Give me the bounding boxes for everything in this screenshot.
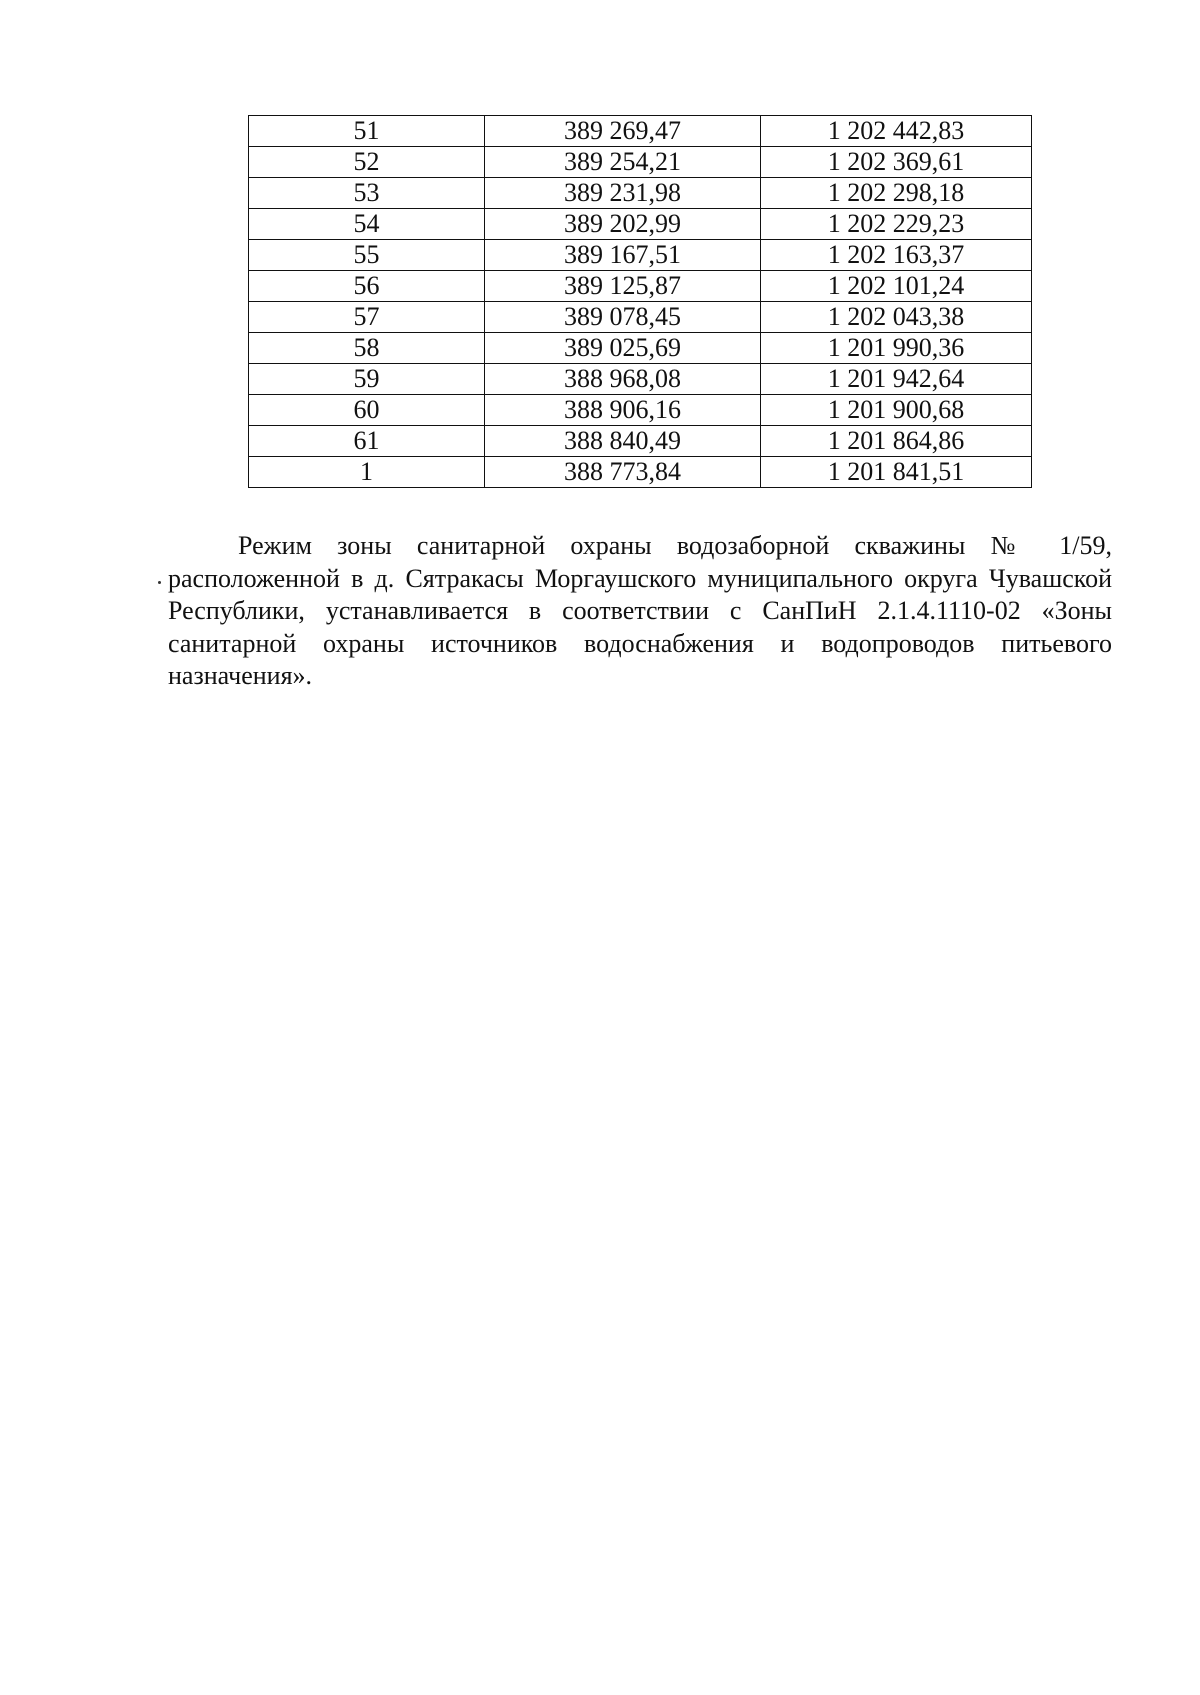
point-number-cell: 55 [249,240,485,271]
table-row [249,178,1032,209]
coordinates-table [248,115,1032,488]
table-row [249,426,1032,457]
point-number-cell: 58 [249,333,485,364]
table-row [249,240,1032,271]
x-coordinate-cell: 389 202,99 [485,209,761,240]
y-coordinate-cell: 1 202 163,37 [761,240,1032,271]
y-coordinate-cell: 1 201 900,68 [761,395,1032,426]
y-coordinate-cell: 1 202 043,38 [761,302,1032,333]
table-row [249,116,1032,147]
y-coordinate-cell: 1 201 942,64 [761,364,1032,395]
table-row [249,333,1032,364]
y-coordinate-cell: 1 201 841,51 [761,457,1032,488]
x-coordinate-cell: 388 773,84 [485,457,761,488]
point-number-cell: 59 [249,364,485,395]
x-coordinate-cell: 389 167,51 [485,240,761,271]
table-row [249,364,1032,395]
point-number-cell: 60 [249,395,485,426]
y-coordinate-cell: 1 202 442,83 [761,116,1032,147]
x-coordinate-cell: 389 254,21 [485,147,761,178]
point-number-cell: 53 [249,178,485,209]
point-number-cell: 61 [249,426,485,457]
point-number-cell: 51 [249,116,485,147]
y-coordinate-cell: 1 202 298,18 [761,178,1032,209]
coordinates-table-body [249,116,1032,488]
x-coordinate-cell: 388 906,16 [485,395,761,426]
y-coordinate-cell: 1 202 101,24 [761,271,1032,302]
x-coordinate-cell: 389 269,47 [485,116,761,147]
table-row [249,271,1032,302]
body-paragraph: Режим зоны санитарной охраны водозаборной скважины № 1/59, расположенной в д. Сятракасы Моргаушского муниципального округа Чувашской Республики, устанавливается в соответствии с СанПиН 2.1.4.1110-02 «Зоны санитарной охраны источников водоснабжения и водопроводов питьевого назначения». [168,531,1112,690]
y-coordinate-cell: 1 201 990,36 [761,333,1032,364]
y-coordinate-cell: 1 202 229,23 [761,209,1032,240]
point-number-cell: 54 [249,209,485,240]
table-row [249,209,1032,240]
x-coordinate-cell: 389 025,69 [485,333,761,364]
table-row [249,302,1032,333]
table-row [249,147,1032,178]
x-coordinate-cell: 389 125,87 [485,271,761,302]
table-row [249,457,1032,488]
y-coordinate-cell: 1 201 864,86 [761,426,1032,457]
y-coordinate-cell: 1 202 369,61 [761,147,1032,178]
scan-artifact-dot [158,581,161,584]
x-coordinate-cell: 388 968,08 [485,364,761,395]
point-number-cell: 56 [249,271,485,302]
point-number-cell: 1 [249,457,485,488]
point-number-cell: 52 [249,147,485,178]
x-coordinate-cell: 388 840,49 [485,426,761,457]
x-coordinate-cell: 389 231,98 [485,178,761,209]
x-coordinate-cell: 389 078,45 [485,302,761,333]
table-row [249,395,1032,426]
point-number-cell: 57 [249,302,485,333]
